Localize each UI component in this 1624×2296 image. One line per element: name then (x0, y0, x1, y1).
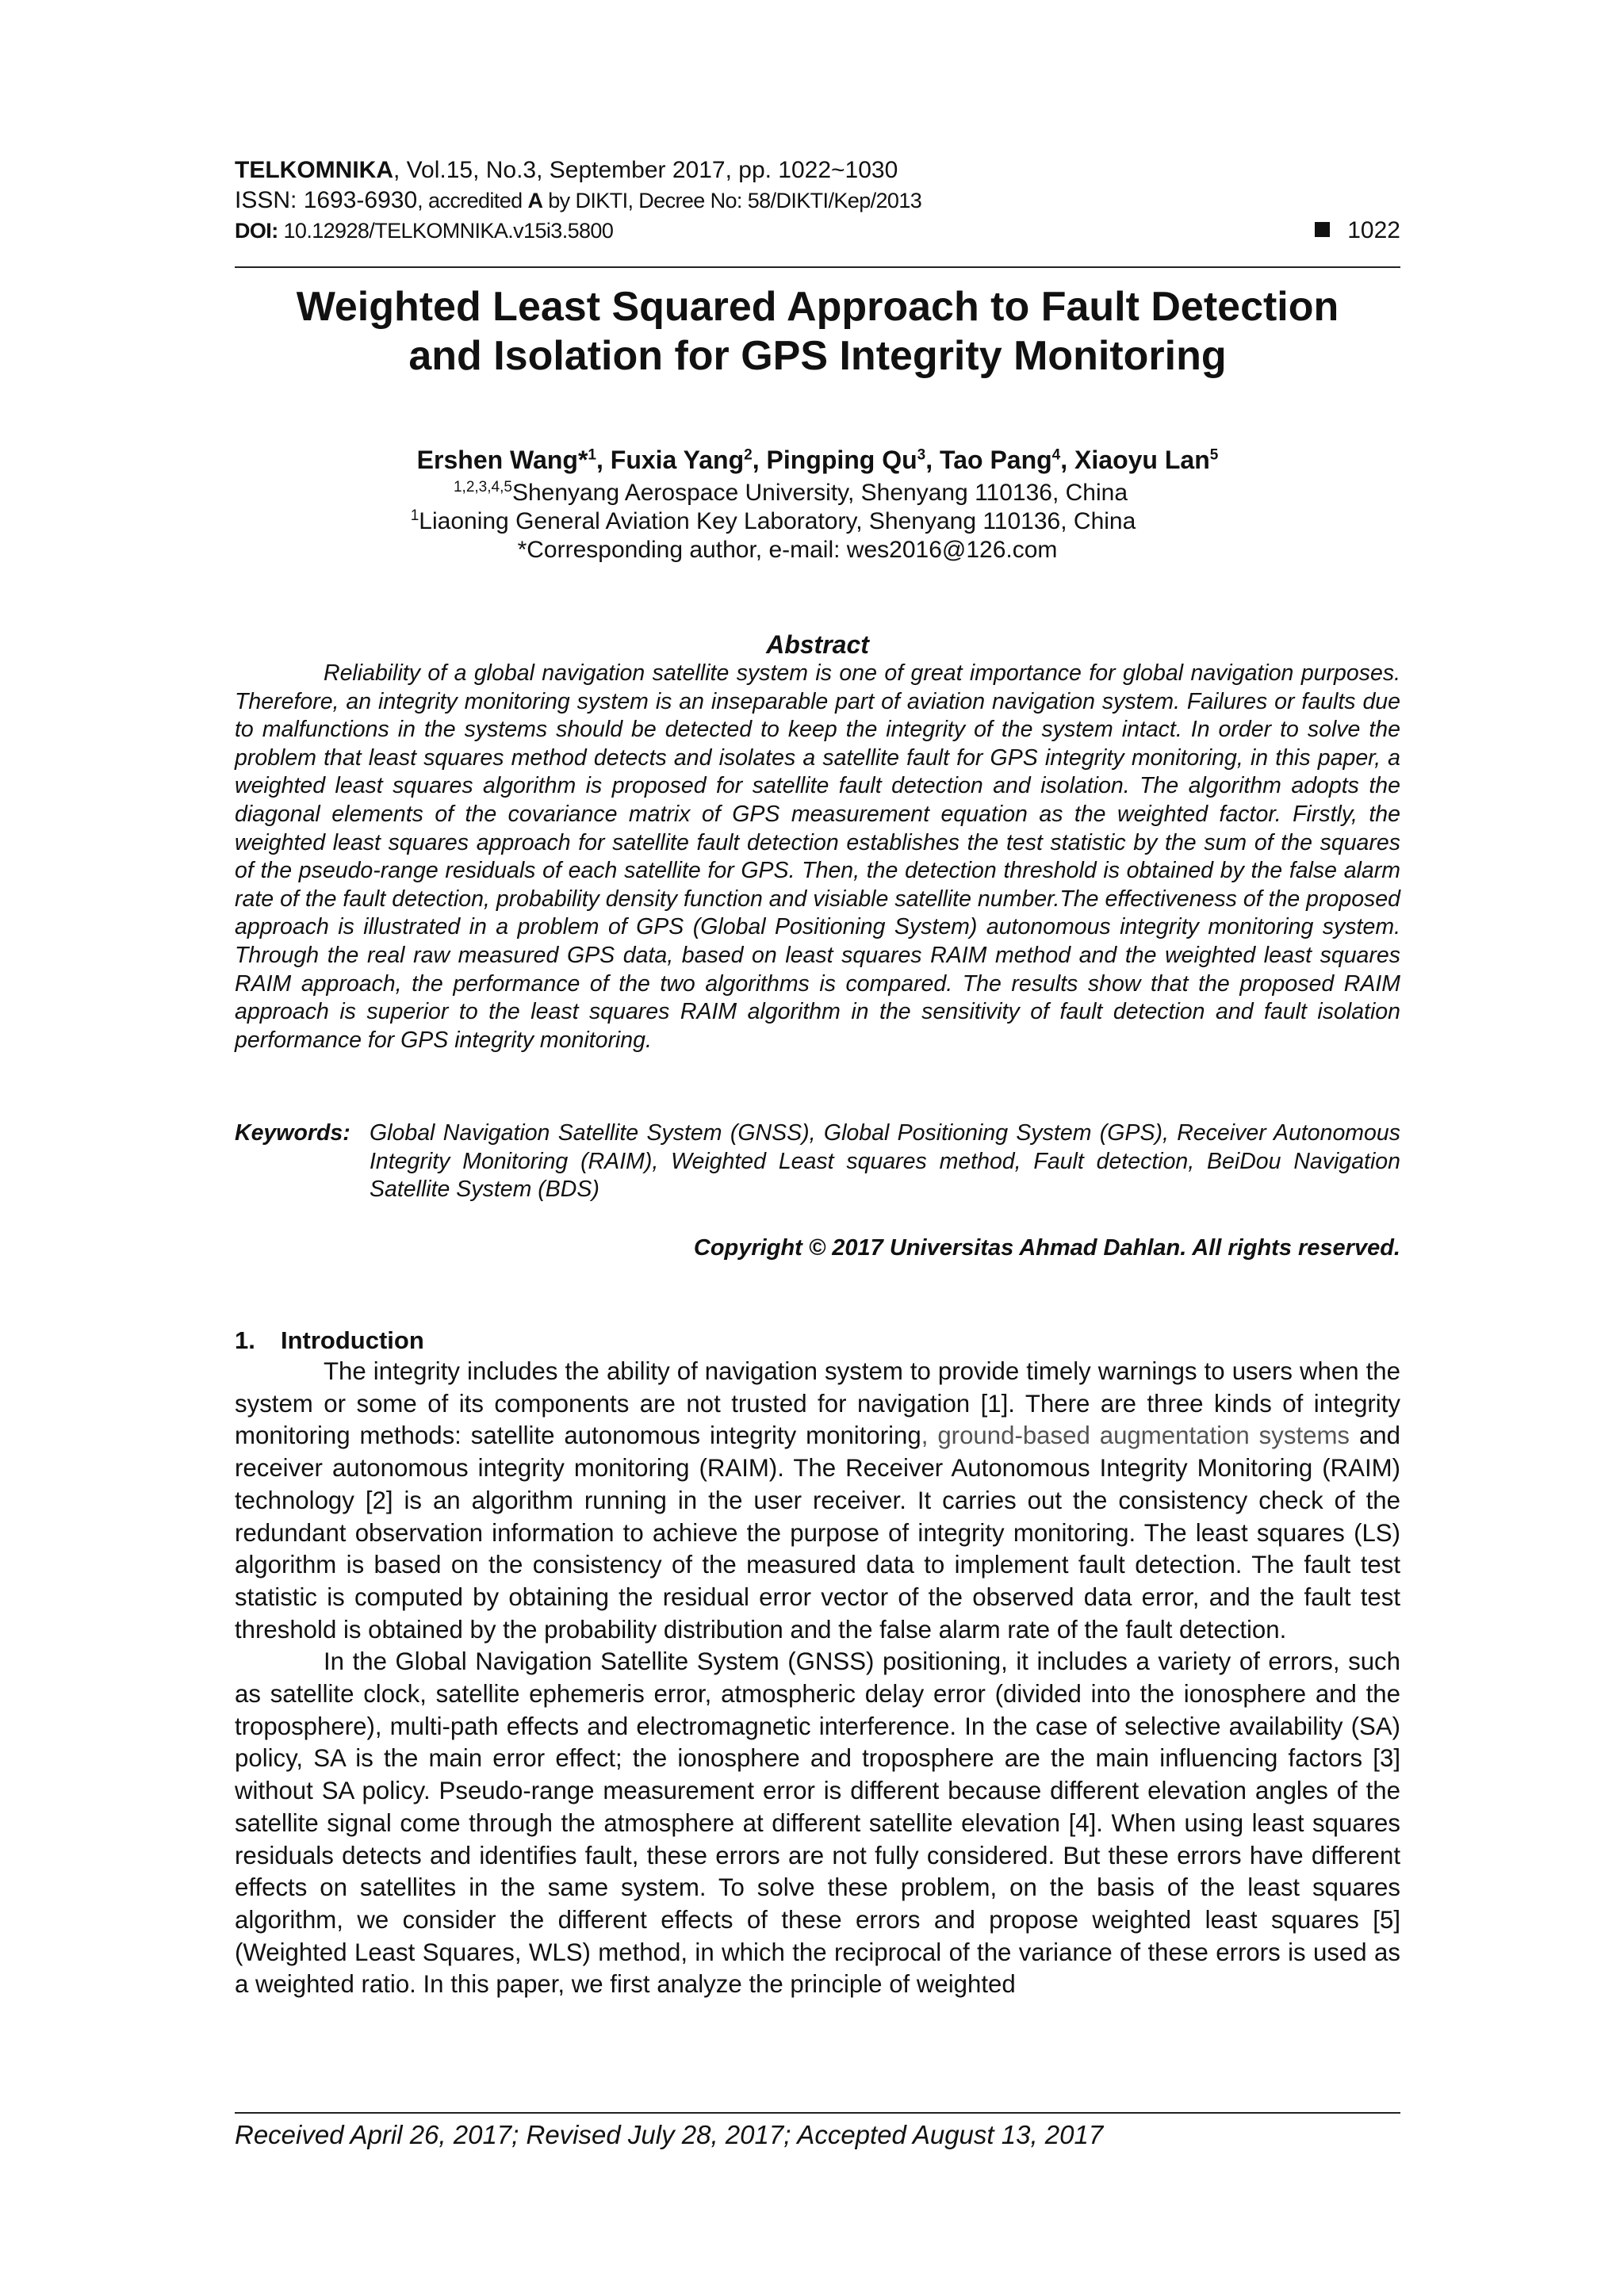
journal-name: TELKOMNIKA (235, 157, 393, 183)
affiliation-text: Liaoning General Aviation Key Laboratory, Shenyang 110136, China (419, 508, 1136, 534)
author-name: Ershen Wang* (416, 446, 588, 474)
corresponding-author: *Corresponding author, e-mail: wes2016@126.com (517, 537, 1058, 563)
section-number: 1. (235, 1326, 255, 1354)
issn-number: ISSN: 1693-6930 (235, 187, 418, 213)
section-title: Introduction (281, 1326, 424, 1354)
page-number: 1022 (1347, 217, 1400, 243)
paragraph-text: The integrity includes the ability of navigation system to provide timely warnings to users when the system or some of its components are not trusted for navigation [1]. There are three kinds of integrity monitoring methods: satellite autonomous integrity monitoring (235, 1357, 1400, 1450)
author-separator: , (925, 446, 940, 474)
author-affil-sup: 2 (744, 446, 753, 464)
author-separator: , (1060, 446, 1075, 474)
body-paragraph (235, 1356, 1400, 1646)
author-affil-sup: 1 (588, 446, 596, 464)
affiliation-text: Shenyang Aerospace University, Shenyang 110136, China (511, 480, 1128, 506)
journal-citation: , Vol.15, No.3, September 2017, pp. 1022~1030 (393, 157, 898, 183)
journal-citation-line (235, 155, 1400, 186)
title-line-1: Weighted Least Squared Approach to Fault Detection (296, 284, 1339, 330)
author-affil-sup: 4 (1051, 446, 1061, 464)
keywords-label: Keywords: (235, 1120, 350, 1146)
affiliation-1 (208, 479, 1373, 507)
doi-line (235, 216, 1400, 246)
paper-title (235, 282, 1400, 381)
paragraph-text-grey: , ground-based augmentation systems (921, 1422, 1350, 1450)
accreditation-text-2: by DIKTI, Decree No: 58/DIKTI/Kep/2013 (542, 189, 922, 212)
page-number-block (1315, 216, 1400, 246)
square-bullet-icon (1315, 222, 1330, 237)
header-rule (235, 266, 1400, 268)
author-separator: , (752, 446, 767, 474)
paragraph-text: and receiver autonomous integrity monitoring (RAIM). The Receiver Autonomous Integrity Monitoring (RAIM) technology [2] is an algorithm running in the user receiver. It carries out the consistency check of the redundant observation information to achieve the purpose of integrity monitoring. The least squares (LS) algorithm is based on the consistency of the measured data to implement fault detection. The fault test statistic is computed by obtaining the residual error vector of the observed data error, and the fault test threshold is obtained by the probability distribution and the false alarm rate of the fault detection. (235, 1422, 1400, 1644)
abstract-heading: Abstract (766, 630, 869, 659)
section-body (235, 1356, 1400, 2001)
affiliation-sup: 1 (410, 507, 419, 524)
author-name: Pingping Qu (766, 446, 917, 474)
issn-line (235, 186, 1400, 216)
received-dates: Received April 26, 2017; Revised July 28, 2017; Accepted August 13, 2017 (235, 2120, 1104, 2149)
affiliation-2 (190, 507, 1356, 536)
author-list (235, 444, 1400, 476)
affiliation-sup: 1,2,3,4,5 (453, 479, 512, 496)
accreditation-text-1: , accredited (417, 189, 528, 212)
author-separator: , (596, 446, 611, 474)
footer-rule (235, 2112, 1400, 2114)
keywords-text: Global Navigation Satellite System (GNSS), Global Positioning System (GPS), Receiver Autonomous Integrity Monitoring (RAIM), Weighted Least squares method, Fault detection, BeiDou Navigation Satellite System (BDS) (370, 1120, 1400, 1203)
copyright-notice: Copyright © 2017 Universitas Ahmad Dahlan. All rights reserved. (693, 1235, 1400, 1261)
section-heading (235, 1326, 424, 1356)
body-paragraph: In the Global Navigation Satellite System (GNSS) positioning, it includes a variety of errors, such as satellite clock, satellite ephemeris error, atmospheric delay error (divided into the ionosphere and the troposphere), multi-path effects and electromagnetic interference. In the case of selective availability (SA) policy, SA is the main error effect; the ionosphere and troposphere are the main influencing factors [3] without SA policy. Pseudo-range measurement error is different because different elevation angles of the satellite signal come through the atmosphere at different satellite elevation [4]. When using least squares residuals detects and identifies fault, these errors are not fully considered. But these errors have different effects on satellites in the same system. To solve these problem, on the basis of the least squares algorithm, we consider the different effects of these errors and propose weighted least squares [5] (Weighted Least Squares, WLS) method, in which the reciprocal of the variance of these errors is used as a weighted ratio. In this paper, we first analyze the principle of weighted (235, 1647, 1400, 1999)
author-affil-sup: 5 (1209, 446, 1219, 464)
author-name: Tao Pang (940, 446, 1052, 474)
accreditation-grade: A (527, 189, 543, 212)
abstract-text: Reliability of a global navigation satellite system is one of great importance for global navigation purposes. Therefore, an integrity monitoring system is an inseparable part of aviation navigation system. Failures or faults due to malfunctions in the systems should be detected to keep the integrity of the system intact. In order to solve the problem that least squares method detects and isolates a satellite fault for GPS integrity monitoring, in this paper, a weighted least squares algorithm is proposed for satellite fault detection and isolation. The algorithm adopts the diagonal elements of the covariance matrix of GPS measurement equation as the weighted factor. Firstly, the weighted least squares approach for satellite fault detection establishes the test statistic by the sum of the squares of the pseudo-range residuals of each satellite for GPS. Then, the detection threshold is obtained by the false alarm rate of the fault detection, probability density function and visiable satellite number.The effectiveness of the proposed approach is illustrated in a problem of GPS (Global Positioning System) autonomous integrity monitoring system. Through the real raw measured GPS data, based on least squares RAIM method and the weighted least squares RAIM approach, the performance of the two algorithms is compared. The results show that the proposed RAIM approach is superior to the least squares RAIM algorithm in the sensitivity of fault detection and fault isolation performance for GPS integrity monitoring. (235, 660, 1400, 1053)
doi-value: 10.12928/TELKOMNIKA.v15i3.5800 (278, 219, 614, 243)
author-name: Xiaoyu Lan (1074, 446, 1210, 474)
title-line-2: and Isolation for GPS Integrity Monitoring (408, 333, 1227, 379)
author-name: Fuxia Yang (610, 446, 745, 474)
author-affil-sup: 3 (917, 446, 926, 464)
doi-label: DOI: (235, 219, 278, 243)
